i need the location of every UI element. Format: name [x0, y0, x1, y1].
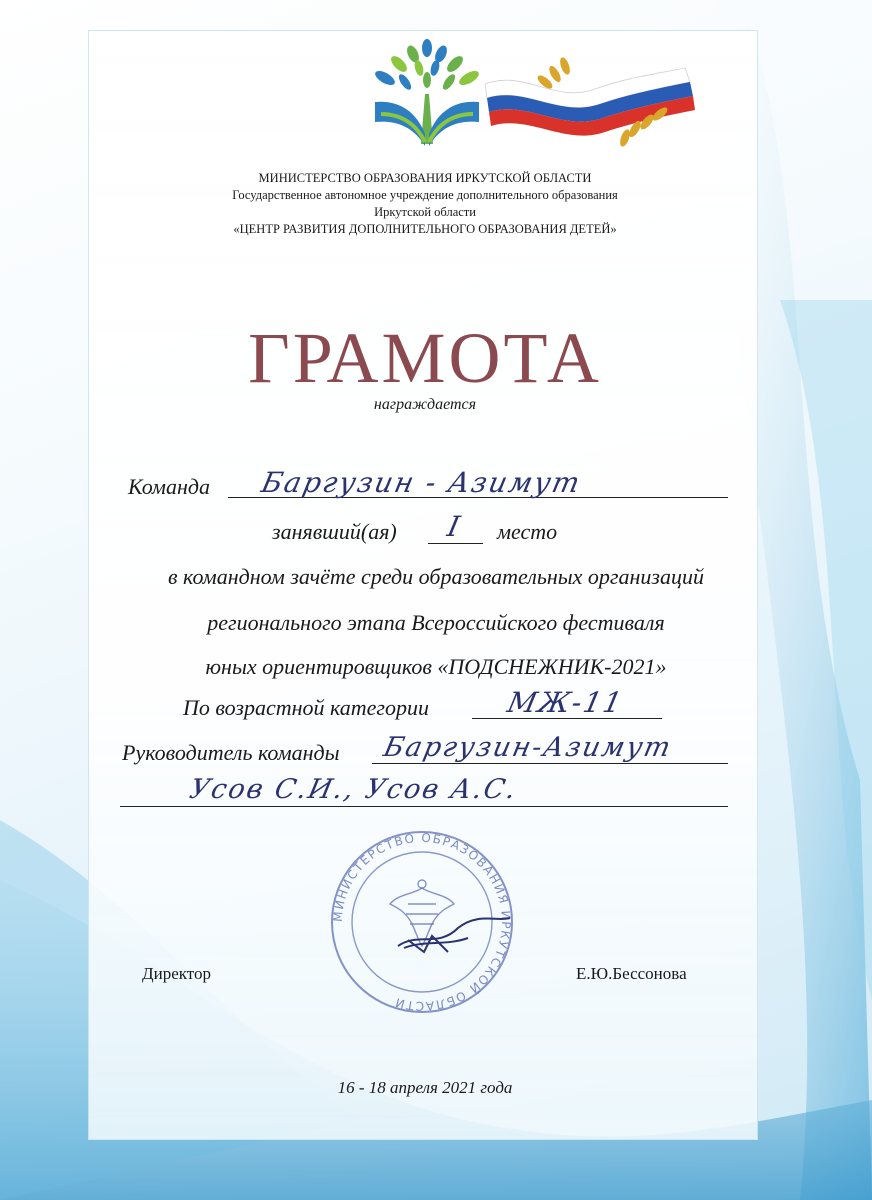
place-value: I — [444, 510, 465, 543]
team-value: Баргузин - Азимут — [258, 466, 585, 499]
svg-text:МИНИСТЕРСТВО ОБРАЗОВАНИЯ ИРКУТ: МИНИСТЕРСТВО ОБРАЗОВАНИЯ ИРКУТСКОЙ ОБЛАСТИ — [330, 830, 514, 1014]
event-date: 16 - 18 апреля 2021 года — [337, 1078, 513, 1097]
place-underline — [428, 543, 483, 544]
director-label: Директор — [142, 964, 211, 983]
leader-value-line1: Баргузин-Азимут — [380, 732, 676, 763]
leader-underline-2 — [120, 806, 728, 807]
institution-region: Иркутской области — [374, 205, 476, 219]
certificate-title: ГРАМОТА — [248, 318, 602, 398]
body-line-1: в командном зачёте среди образовательных организаций — [167, 564, 704, 589]
category-label: По возрастной категории — [183, 695, 429, 720]
leader-underline-1 — [372, 763, 728, 764]
certificate-subtitle: награждается — [373, 396, 477, 413]
official-stamp — [328, 828, 516, 1016]
team-label: Команда — [128, 474, 211, 499]
ministry-name: МИНИСТЕРСТВО ОБРАЗОВАНИЯ ИРКУТСКОЙ ОБЛАСТИ — [258, 171, 592, 185]
emblem-logo — [355, 34, 700, 159]
institution-name: «ЦЕНТР РАЗВИТИЯ ДОПОЛНИТЕЛЬНОГО ОБРАЗОВАНИЯ ДЕТЕЙ» — [233, 222, 617, 236]
institution-type: Государственное автономное учреждение дополнительного образования — [232, 188, 618, 202]
leader-label: Руководитель команды — [122, 740, 340, 765]
place-label-after: место — [497, 519, 558, 544]
issuer-header — [150, 170, 700, 238]
category-value: МЖ-11 — [504, 686, 627, 719]
place-label-before: занявший(ая) — [272, 519, 397, 544]
leader-value-line2: Усов С.И., Усов А.С. — [186, 774, 521, 805]
body-line-3: юных ориентировщиков «ПОДСНЕЖНИК-2021» — [205, 654, 667, 679]
director-name: Е.Ю.Бессонова — [576, 964, 687, 983]
body-line-2: регионального этапа Всероссийского фестиваля — [207, 610, 665, 635]
